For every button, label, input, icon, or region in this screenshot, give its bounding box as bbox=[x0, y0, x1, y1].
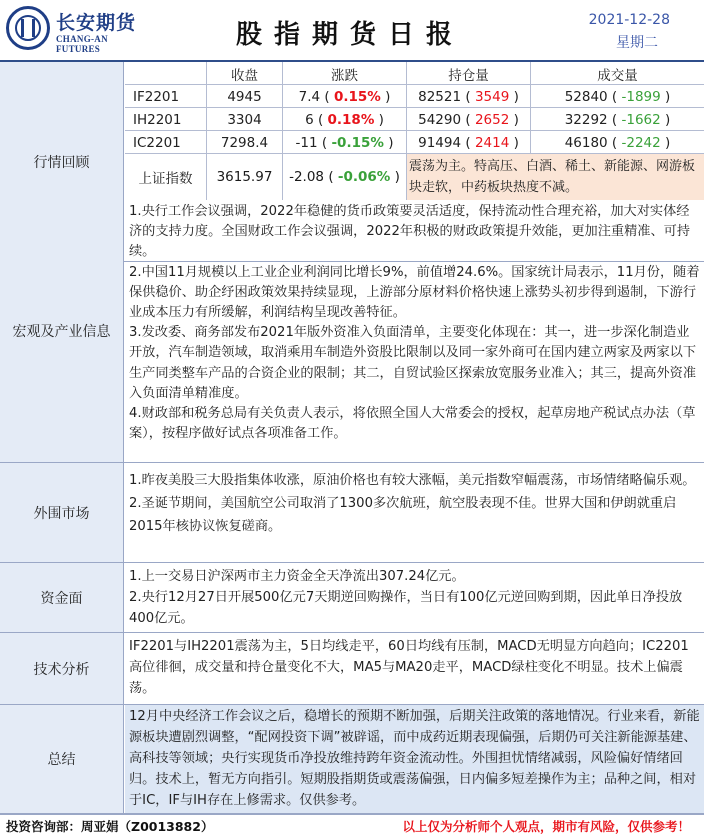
report-weekday: 星期二 bbox=[616, 35, 658, 51]
market-comment: 震荡为主。特高压、白酒、稀土、新能源、网游板块走软，中药板块热度不减。 bbox=[407, 154, 704, 200]
open-interest-change: 3549 bbox=[474, 88, 510, 105]
close-value: 4945 bbox=[207, 85, 283, 108]
volume-value: 52840 ( -1899 ) bbox=[564, 88, 671, 105]
open-interest-change: 2652 bbox=[474, 111, 510, 128]
report-header bbox=[0, 0, 704, 62]
volume-change: -2242 bbox=[621, 134, 661, 151]
external-market-text: 1.昨夜美股三大股指集体收涨，原油价格也有较大涨幅，美元指数窄幅震荡，市场情绪略偏乐观。 2.圣诞节期间，美国航空公司取消了1300多次航班，航空股表现不佳。世界大国和伊朗就重启2015年核协议恢复磋商。 bbox=[129, 473, 696, 534]
col-header-close: 收盘 bbox=[207, 62, 283, 85]
volume-change: -1899 bbox=[621, 88, 661, 105]
external-market-section bbox=[0, 463, 704, 563]
analyst-credit: 投资咨询部：周亚娟（Z0013882） bbox=[6, 819, 214, 834]
macro-text: 1.央行工作会议强调，2022年稳健的货币政策要灵活适度，保持流动性合理充裕，加大对实体经济的支持力度。全国财政工作会议强调，2022年积极的财政政策提升效能，更加注重精准、可持续。 2.中国11月规模以上工业企业利润同比增长9%，前值增24.6%。国家统计局表示，11月份，随着保供稳价、助企纾困政策效果持续显现，上游部分原材料价格快速上涨势头初步得到遏制，下游行业成本压力有所缓解，利润结构呈现改善特征。 3.发改委、商务部发布2021年版外资准入负面清单，主要变化体现在：其一，进一步深化制造业开放，汽车制造领域，取消乘用车制造外资股比限制以及同一家外商可在国内建立两家及两家以下生产同类整车产品的合资企业的限制；其二，自贸试验区探索放宽服务业准入；其三，提高外资准入负面清单精准度。 4.财政部和税务总局有关负责人表示，将依照全国人大常委会的授权，起草房地产税试点办法（草案），按程序做好试点各项准备工作。 bbox=[129, 204, 700, 442]
open-interest-value: 54290 ( 2652 ) bbox=[407, 108, 531, 131]
report-date: 2021-12-28 bbox=[588, 12, 670, 28]
funds-section bbox=[0, 563, 704, 633]
funds-text: 1.上一交易日沪深两市主力资金全天净流出307.24亿元。 2.央行12月27日开展500亿元7天期逆回购操作，当日有100亿元逆回购到期，因此单日净投放400亿元。 bbox=[129, 569, 683, 626]
change-percent: 0.18% bbox=[327, 111, 375, 128]
volume-value: 32292 ( -1662 ) bbox=[564, 111, 671, 128]
technical-text: IF2201与IH2201震荡为主，5日均线走平，60日均线有压制，MACD无明显方向趋向；IC2201高位徘徊，成交量和持仓量变化不大，MA5与MA20走平，MACD绿柱变化不明显。技术上偏震荡。 bbox=[129, 639, 689, 696]
risk-disclaimer: 以上仅为分析师个人观点，期市有风险，仅供参考！ bbox=[402, 819, 690, 834]
col-header-change: 涨跌 bbox=[283, 62, 407, 85]
company-logo bbox=[6, 6, 137, 54]
logo-english-name: CHANG-AN FUTURES bbox=[56, 34, 108, 54]
logo-chinese-name: 长安期货 bbox=[56, 12, 137, 34]
section-label-funds: 资金面 bbox=[0, 563, 124, 632]
contract-name: IC2201 bbox=[125, 131, 207, 154]
volume-value: 46180 ( -2242 ) bbox=[564, 134, 671, 151]
technical-section bbox=[0, 633, 704, 705]
change-percent: 0.15% bbox=[333, 88, 381, 105]
open-interest-change: 2414 bbox=[474, 134, 510, 151]
macro-section bbox=[0, 200, 704, 463]
section-label-summary: 总结 bbox=[0, 705, 124, 813]
index-close: 3615.97 bbox=[207, 154, 283, 200]
report-title: 股指期货日报 bbox=[235, 20, 464, 50]
table-row bbox=[125, 131, 704, 154]
change-value: -11 ( -0.15% ) bbox=[283, 131, 407, 154]
open-interest-value: 82521 ( 3549 ) bbox=[407, 85, 531, 108]
close-value: 7298.4 bbox=[207, 131, 283, 154]
header-blank bbox=[125, 62, 207, 85]
report-footer bbox=[0, 814, 704, 834]
index-change-percent: -0.06% bbox=[337, 169, 391, 185]
summary-section bbox=[0, 705, 704, 814]
index-name: 上证指数 bbox=[125, 154, 207, 200]
col-header-open-interest: 持仓量 bbox=[407, 62, 531, 85]
company-logo-icon bbox=[6, 6, 50, 50]
section-label-market: 行情回顾 bbox=[0, 62, 124, 261]
volume-change: -1662 bbox=[621, 111, 661, 128]
section-label-external: 外围市场 bbox=[0, 463, 124, 562]
index-row bbox=[125, 154, 704, 200]
table-row bbox=[125, 108, 704, 131]
market-table-header bbox=[125, 62, 704, 85]
contract-name: IH2201 bbox=[125, 108, 207, 131]
table-row bbox=[125, 85, 704, 108]
contract-name: IF2201 bbox=[125, 85, 207, 108]
change-value: 6 ( 0.18% ) bbox=[283, 108, 407, 131]
col-header-volume: 成交量 bbox=[597, 67, 638, 84]
change-percent: -0.15% bbox=[331, 134, 384, 151]
summary-text: 12月中央经济工作会议之后，稳增长的预期不断加强，后期关注政策的落地情况。行业来看，新能源板块遭剧烈调整，“配网投资下调”被辟谣，而中成药近期表现偏强，后期仍可关注新能源基建、高科技等领域；央行实现货币净投放维持跨年资金流动性。外围担忧情绪减弱，风险偏好情绪回归。技术上，暂无方向指引。短期股指期货或震荡偏强，日内偏多短差操作为主；品种之间，相对于IC，IF与IH存在上修需求。仅供参考。 bbox=[125, 705, 704, 813]
section-label-technical: 技术分析 bbox=[0, 633, 124, 704]
change-value: 7.4 ( 0.15% ) bbox=[283, 85, 407, 108]
section-label-macro: 宏观及产业信息 bbox=[0, 200, 124, 462]
open-interest-value: 91494 ( 2414 ) bbox=[407, 131, 531, 154]
index-change: -2.08 ( -0.06% ) bbox=[283, 154, 407, 200]
close-value: 3304 bbox=[207, 108, 283, 131]
